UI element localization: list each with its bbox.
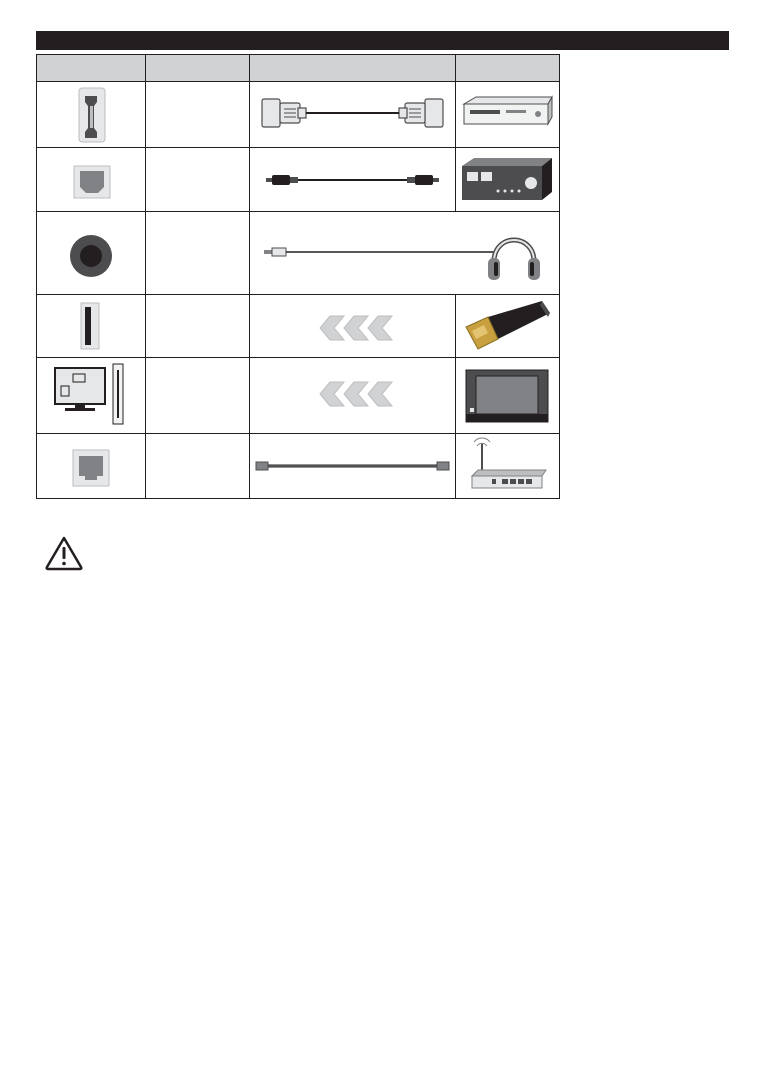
header-device — [456, 55, 560, 82]
port-cell — [37, 148, 146, 212]
device-cell — [456, 148, 560, 212]
table-row — [37, 148, 560, 212]
headphones-icon — [488, 240, 540, 280]
table-row — [37, 295, 560, 358]
header-connector — [37, 55, 146, 82]
usb-port-icon — [37, 295, 145, 357]
usb-stick-icon — [456, 295, 559, 357]
type-cell — [146, 295, 250, 358]
audio-amplifier-icon — [456, 148, 559, 211]
device-cell — [456, 434, 560, 499]
connection-table — [36, 54, 560, 499]
cable-cell — [250, 82, 456, 148]
port-cell — [37, 434, 146, 499]
ethernet-port-icon — [37, 434, 145, 498]
hdmi-cable-icon — [250, 82, 455, 147]
cable-device-cell — [250, 212, 560, 295]
dvd-player-icon — [456, 82, 559, 147]
port-cell — [37, 358, 146, 434]
type-cell — [146, 434, 250, 499]
optical-port-icon — [37, 148, 145, 211]
cam-module-icon — [456, 358, 559, 433]
hdmi-port-icon — [37, 82, 145, 147]
header-cables — [250, 55, 456, 82]
port-cell — [37, 82, 146, 148]
ethernet-cable-icon — [250, 434, 455, 498]
device-cell — [456, 358, 560, 434]
insert-arrows-icon — [250, 295, 455, 357]
type-cell — [146, 148, 250, 212]
insert-arrows-icon — [250, 358, 455, 433]
header-type — [146, 55, 250, 82]
cable-cell — [250, 295, 456, 358]
type-cell — [146, 82, 250, 148]
warning-triangle-icon — [44, 535, 84, 571]
section-title-bar — [36, 31, 729, 50]
router-icon — [456, 434, 559, 498]
table-row — [37, 82, 560, 148]
device-cell — [456, 295, 560, 358]
port-cell — [37, 295, 146, 358]
optical-cable-icon — [250, 148, 455, 211]
table-row — [37, 358, 560, 434]
cable-cell — [250, 148, 456, 212]
table-row — [37, 212, 560, 295]
table-header-row — [37, 55, 560, 82]
device-cell — [456, 82, 560, 148]
port-cell — [37, 212, 146, 295]
type-cell — [146, 212, 250, 295]
headphone-cable-icon — [250, 212, 558, 294]
cable-cell — [250, 434, 456, 499]
type-cell — [146, 358, 250, 434]
ci-slot-tv-icon — [37, 358, 145, 433]
headphone-jack-icon — [37, 212, 145, 294]
table-row — [37, 434, 560, 499]
cable-cell — [250, 358, 456, 434]
